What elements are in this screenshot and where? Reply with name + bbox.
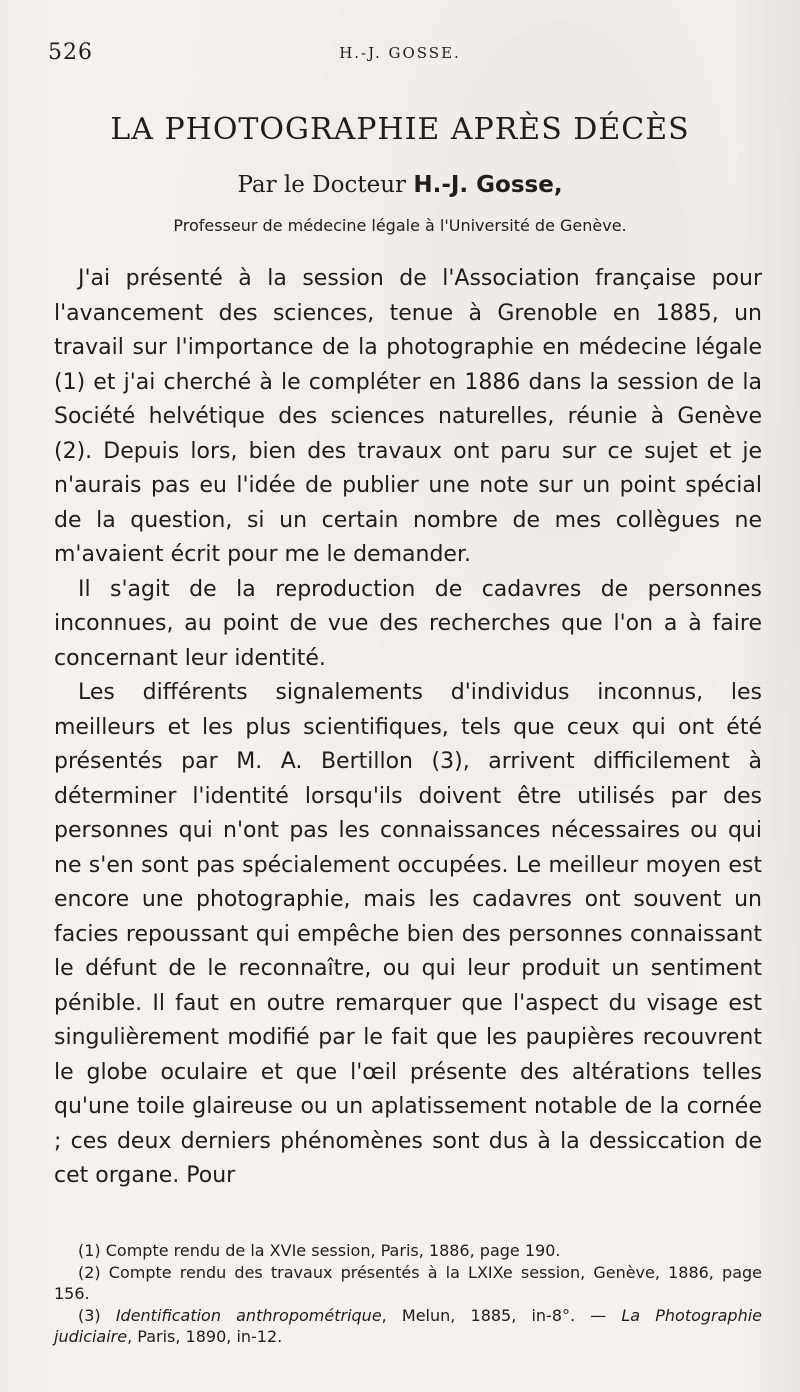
- byline-prefix: Par le Docteur: [237, 172, 414, 198]
- author-affiliation: Professeur de médecine légale à l'Université de Genève.: [173, 216, 627, 235]
- running-title: H.-J. GOSSE.: [339, 44, 461, 62]
- body-paragraph: Il s'agit de la reproduction de cadavres de personnes inconnues, au point de vue des recherches que l'on a à faire concernant leur identité.: [54, 576, 762, 671]
- author-name: H.-J. Gosse,: [413, 172, 563, 198]
- page-number: 526: [48, 40, 93, 65]
- footnote-3-details-1: , Melun, 1885, in-8°. —: [381, 1305, 622, 1325]
- article-body: [54, 262, 762, 1194]
- footnote-3-details-2: , Paris, 1890, in-12.: [127, 1327, 283, 1346]
- article-title: LA PHOTOGRAPHIE APRÈS DÉCÈS: [110, 112, 690, 147]
- byline: [0, 172, 800, 198]
- body-paragraph: Les différents signalements d'individus inconnus, les meilleurs et les plus scientifiques, tels que ceux qui ont été présentés par M. A. Bertillon (3), arrivent difficilement à déterminer l'identité lorsqu'ils doivent être utilisés par des personnes qui n'ont pas les connaissances nécessaires ou qui ne s'en sont pas spécialement occupées. Le meilleur moyen est encore une photographie, mais les cadavres ont souvent un facies repoussant qui empêche bien des personnes connaissant le défunt de le reconnaître, ou qui leur produit un sentiment pénible. Il faut en outre remarquer que l'aspect du visage est singulièrement modifié par le fait que les paupières recouvrent le globe oculaire et que l'œil présente des altérations telles qu'une toile glaireuse ou un aplatissement notable de la cornée ; ces deux derniers phénomènes sont dus à la dessiccation de cet organe. Pour: [54, 680, 762, 1188]
- footnote-3-marker: (3): [78, 1305, 116, 1325]
- footnote-3-title-1: Identification anthropométrique: [115, 1305, 382, 1325]
- footnotes: [54, 1240, 762, 1348]
- footnote-3: [54, 1305, 762, 1348]
- footnote-1: (1) Compte rendu de la XVIe session, Paris, 1886, page 190.: [78, 1241, 561, 1260]
- body-paragraph: J'ai présenté à la session de l'Association française pour l'avancement des sciences, tenue à Grenoble en 1885, un travail sur l'importance de la photographie en médecine légale (1) et j'ai cherché à le compléter en 1886 dans la session de la Société helvétique des sciences naturelles, réunie à Genève (2). Depuis lors, bien des travaux ont paru sur ce sujet et je n'aurais pas eu l'idée de publier une note sur un point spécial de la question, si un certain nombre de mes collègues ne m'avaient écrit pour me le demander.: [54, 266, 762, 567]
- running-head: [48, 40, 752, 72]
- footnote-2: (2) Compte rendu des travaux présentés à la LXIXe session, Genève, 1886, page 156.: [54, 1262, 762, 1303]
- footnote-3-title-2: La Photographie judiciaire: [54, 1305, 763, 1346]
